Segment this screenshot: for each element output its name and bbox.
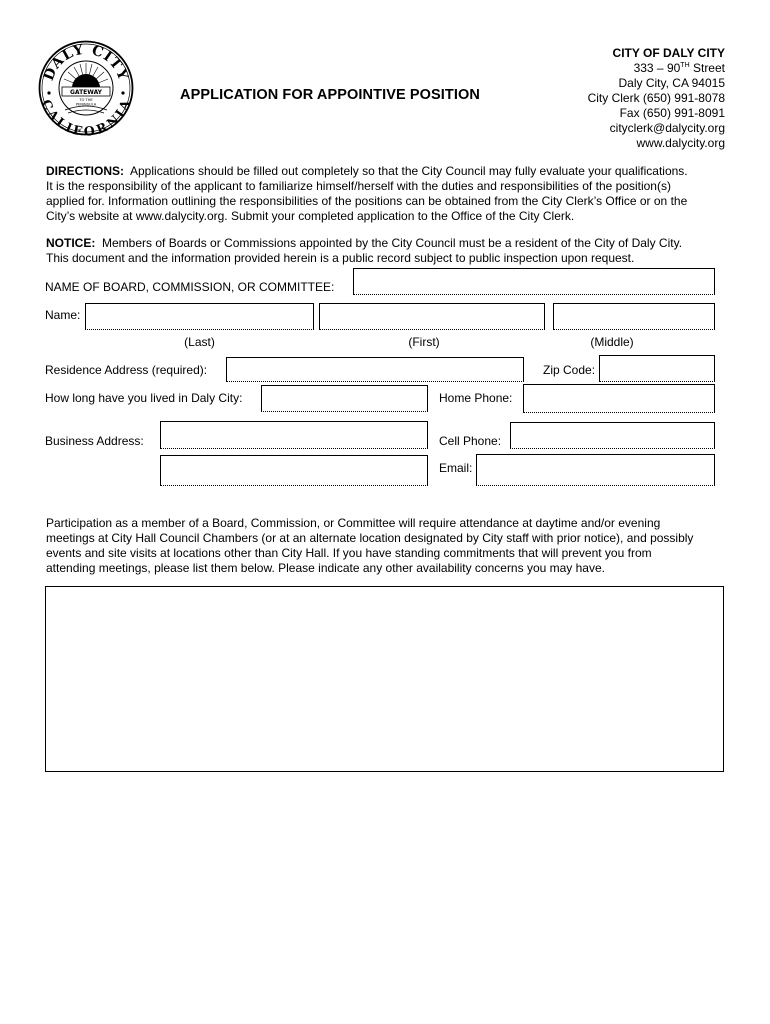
street-number: 333 – 90 <box>633 61 681 75</box>
last-name-field[interactable] <box>85 303 314 330</box>
notice-line: This document and the information provided herein is a public record subject to public inspection upon request. <box>46 251 635 265</box>
seal-banner-text: GATEWAY <box>69 89 103 96</box>
participation-line: events and site visits at locations other than City Hall. If you have standing commitments that will prevent you from <box>46 546 652 560</box>
notice-line: Members of Boards or Commissions appointed by the City Council must be a resident of the City of Daly City. <box>95 236 683 250</box>
directions-line: Applications should be filled out completely so that the City Council may fully evaluate your qualifications. <box>124 164 688 178</box>
business-address-label: Business Address: <box>45 434 144 448</box>
clerk-email: cityclerk@dalycity.org <box>609 121 725 135</box>
seal-bottom-text: CALIFORNIA <box>38 97 134 136</box>
cell-phone-field[interactable] <box>510 422 715 449</box>
first-name-caption: (First) <box>408 335 440 349</box>
board-label: NAME OF BOARD, COMMISSION, OR COMMITTEE: <box>45 280 335 294</box>
participation-line: meetings at City Hall Council Chambers (or at an alternate location designated by City staff with prior notice), and possibly <box>46 531 694 545</box>
last-name-caption: (Last) <box>184 335 215 349</box>
residence-address-field[interactable] <box>226 357 524 382</box>
zip-code-label: Zip Code: <box>543 363 596 377</box>
seal-inner-text-1: TO THE <box>79 98 93 102</box>
seal-inner-text-2: PENINSULA <box>75 102 97 107</box>
city-address-block <box>588 46 725 151</box>
street-word: Street <box>689 61 725 75</box>
residence-duration-field[interactable] <box>261 385 428 412</box>
cell-phone-label: Cell Phone: <box>439 434 502 448</box>
city-state-zip: Daly City, CA 94015 <box>618 76 725 90</box>
board-name-field[interactable] <box>353 268 715 295</box>
directions-line: It is the responsibility of the applicant to familiarize himself/herself with the duties and responsibilities of the position(s) <box>46 179 671 193</box>
business-address-field-2[interactable] <box>160 455 428 486</box>
street-address <box>588 61 725 76</box>
middle-name-caption: (Middle) <box>590 335 634 349</box>
directions-label: DIRECTIONS: <box>46 164 124 178</box>
participation-paragraph <box>46 516 736 576</box>
daly-city-seal-logo <box>38 40 134 136</box>
city-website: www.dalycity.org <box>636 136 725 150</box>
participation-line: attending meetings, please list them below. Please indicate any other availability concerns you may have. <box>46 561 605 575</box>
page-title: APPLICATION FOR APPOINTIVE POSITION <box>180 87 480 103</box>
name-label: Name: <box>45 308 81 322</box>
directions-paragraph <box>46 164 736 224</box>
notice-label: NOTICE: <box>46 236 96 250</box>
clerk-phone: City Clerk (650) 991-8078 <box>587 91 725 105</box>
first-name-field[interactable] <box>319 303 545 330</box>
zip-code-field[interactable] <box>599 355 715 382</box>
directions-line: City’s website at www.dalycity.org. Submit your completed application to the Office of the City Clerk. <box>46 209 575 223</box>
street-suffix: TH <box>680 62 690 69</box>
notice-paragraph <box>46 236 736 266</box>
fax-number: Fax (650) 991-8091 <box>619 106 725 120</box>
email-field[interactable] <box>476 454 715 486</box>
availability-concerns-textarea[interactable] <box>45 586 724 772</box>
email-label: Email: <box>439 461 473 475</box>
residence-duration-label: How long have you lived in Daly City: <box>45 391 243 405</box>
business-address-field-1[interactable] <box>160 421 428 449</box>
residence-address-label: Residence Address (required): <box>45 363 208 377</box>
directions-line: applied for. Information outlining the responsibilities of the positions can be obtained from the City Clerk’s Office or on the <box>46 194 688 208</box>
middle-name-field[interactable] <box>553 303 715 330</box>
home-phone-label: Home Phone: <box>439 391 513 405</box>
participation-line: Participation as a member of a Board, Commission, or Committee will require attendance at daytime and/or evening <box>46 516 661 530</box>
seal-top-text: DALY CITY <box>40 41 132 83</box>
org-name: CITY OF DALY CITY <box>612 46 725 60</box>
home-phone-field[interactable] <box>523 384 715 413</box>
